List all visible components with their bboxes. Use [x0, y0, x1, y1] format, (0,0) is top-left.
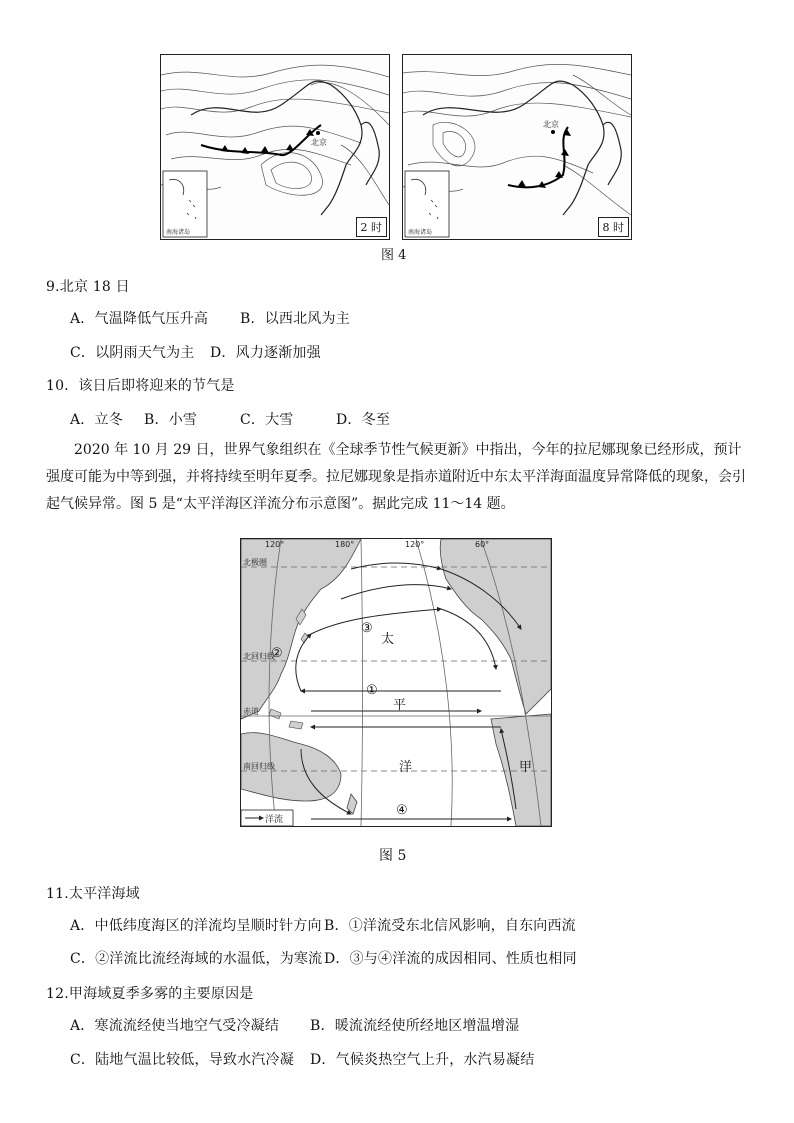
q11-option-a: A．中低纬度海区的洋流均呈顺时针方向: [70, 918, 322, 934]
city-beijing-label: 北京: [311, 138, 327, 147]
time-label-box: [598, 217, 630, 237]
q12-option-b: B．暖流流经使所经地区增温增湿: [310, 1018, 520, 1034]
city-beijing-label: 北京: [543, 120, 559, 129]
pacific-currents-graphic: [241, 539, 551, 826]
lon-label: 120°: [405, 540, 425, 549]
q11-option-d: D．③与④洋流的成因相同、性质也相同: [324, 951, 577, 967]
lat-label: 北极圈: [243, 558, 267, 567]
weather-map-8h-graphic: [403, 55, 631, 239]
current-marker-4: ④: [396, 803, 408, 818]
weather-map-2h: [160, 54, 390, 240]
pacific-currents-map: [240, 538, 552, 827]
figure5-caption: 图 5: [379, 848, 407, 864]
q12-option-d: D．气候炎热空气上升，水汽易凝结: [310, 1052, 535, 1068]
time-label-box: [356, 217, 388, 237]
inset-label: 南海诸岛: [166, 229, 191, 236]
lon-label: 180°: [335, 540, 355, 549]
current-marker-2: ②: [271, 646, 283, 661]
lon-label: 60°: [475, 540, 490, 549]
lat-label: 赤道: [243, 707, 259, 716]
q10-option-a: A．立冬: [70, 412, 123, 428]
q10-option-d: D．冬至: [336, 412, 391, 428]
q9-option-b: B．以西北风为主: [240, 311, 350, 327]
ocean-char-tai: 太: [381, 632, 395, 647]
legend-label: 洋流: [265, 815, 284, 825]
q10-option-b: B．小雪: [144, 412, 198, 428]
q12-stem: 12.甲海域夏季多雾的主要原因是: [46, 986, 254, 1002]
q10-stem: 10．该日后即将迎来的节气是: [46, 378, 235, 394]
passage-text: 2020 年 10 月 29 日，世界气象组织在《全球季节性气候更新》中指出，今年的拉尼娜现象已经形成，预计强度可能为中等到强，并将持续至明年夏季。拉尼娜现象是指赤道附近中东太平洋海面温度异常降低的现象，会引起气候异常。图 5 是“太平洋海区洋流分布示意图”。据此完成 11～14 题。: [46, 442, 746, 512]
weather-map-8h: [402, 54, 632, 240]
q9-option-c: C．以阴雨天气为主: [70, 345, 195, 361]
q11-option-b: B．①洋流受东北信风影响，自东向西流: [324, 918, 576, 934]
q10-option-c: C．大雪: [240, 412, 294, 428]
ocean-char-yang: 洋: [399, 760, 413, 775]
q12-option-c: C．陆地气温比较低，导致水汽冷凝: [70, 1052, 294, 1068]
figure4-caption: 图 4: [381, 248, 407, 263]
q12-option-a: A．寒流流经使当地空气受冷凝结: [70, 1018, 280, 1034]
q9-option-d: D．风力逐渐加强: [210, 345, 321, 361]
time-label: 2 时: [360, 221, 382, 234]
region-jia: 甲: [519, 760, 533, 775]
inset-label: 南海诸岛: [408, 229, 433, 236]
q11-option-c: C．②洋流比流经海域的水温低，为寒流: [70, 951, 323, 967]
q9-stem: 9.北京 18 日: [46, 279, 130, 295]
q11-stem: 11.太平洋海域: [46, 886, 140, 902]
lat-label: 北回归线: [243, 652, 275, 661]
lon-label: 120°: [265, 540, 285, 549]
weather-map-2h-graphic: [161, 55, 389, 239]
current-marker-3: ③: [361, 621, 373, 636]
ocean-char-ping: 平: [393, 698, 407, 713]
q9-option-a: A．气温降低气压升高: [70, 311, 209, 327]
current-marker-1: ①: [366, 683, 378, 698]
time-label: 8 时: [602, 221, 624, 234]
lat-label: 南回归线: [243, 762, 275, 771]
